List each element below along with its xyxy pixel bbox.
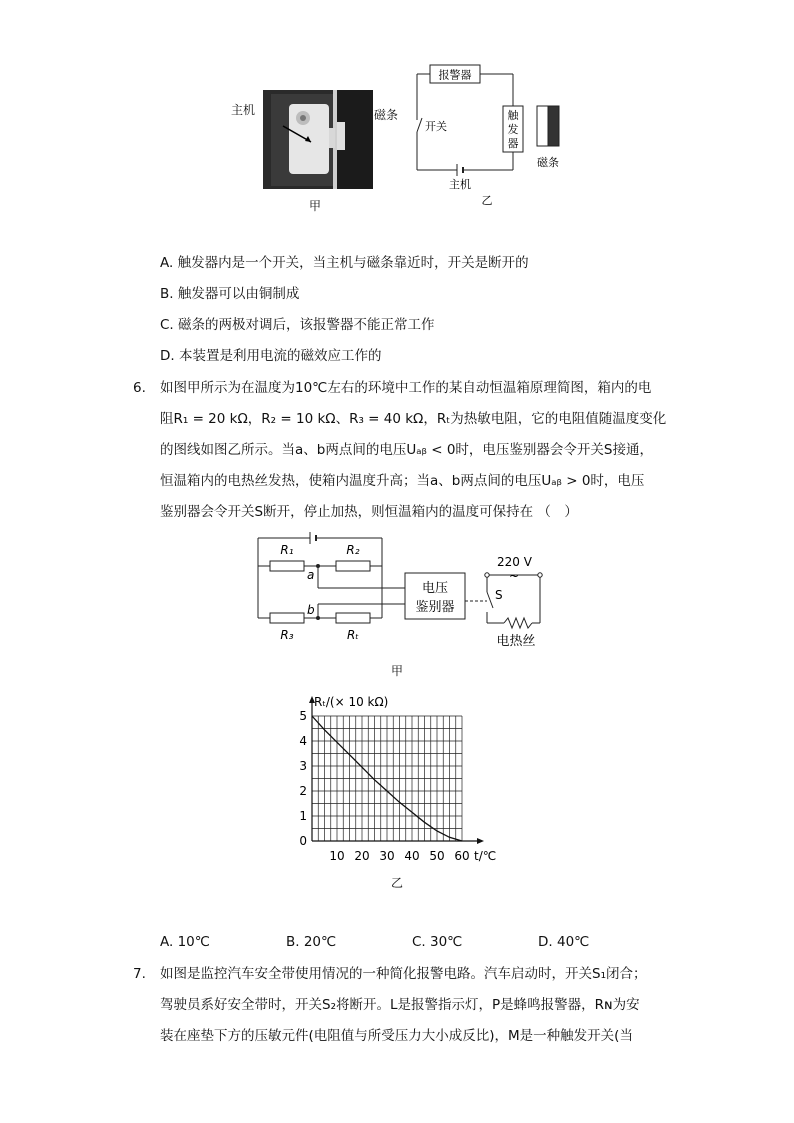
- y-tick-label: 0: [299, 834, 307, 848]
- x-tick-label: 50: [429, 849, 445, 863]
- caption-jia-fig5: 甲: [309, 199, 322, 213]
- node-a-label: a: [307, 568, 315, 582]
- q6-line-1: 如图甲所示为在温度为10℃左右的环境中工作的某自动恒温箱原理简图，箱内的电: [160, 380, 652, 396]
- y-tick-label: 5: [299, 709, 307, 723]
- alarm-label: 报警器: [438, 68, 472, 82]
- caption-yi-fig6: 乙: [391, 876, 404, 890]
- node-b-label: b: [307, 603, 315, 617]
- r3-label: R₃: [280, 628, 294, 642]
- q5-option-c: C. 磁条的两极对调后，该报警器不能正常工作: [160, 317, 435, 333]
- chart-grid: [312, 716, 462, 841]
- r1-label: R₁: [280, 543, 294, 557]
- thermostat-circuit-diagram: [250, 528, 550, 678]
- x-tick-label: 40: [404, 849, 420, 863]
- switch-label: 开关: [425, 120, 447, 133]
- photo-host-label: 主机: [231, 103, 256, 117]
- trigger-char-3: 器: [507, 137, 519, 150]
- detector-label-line2: 鉴别器: [415, 600, 455, 615]
- host-label: 主机: [449, 178, 471, 191]
- photo-strip-label: 磁条: [374, 108, 399, 122]
- y-tick-label: 2: [299, 784, 307, 798]
- x-tick-label: 60: [454, 849, 470, 863]
- strip-dark-half: [548, 106, 559, 146]
- y-tick-label: 1: [299, 809, 307, 823]
- q6-line-2: 阻R₁ = 20 kΩ，R₂ = 10 kΩ、R₃ = 40 kΩ，Rₜ为热敏电阻，它的电阻值随温度变化: [160, 411, 667, 427]
- q6-option-a: A. 10℃: [160, 934, 210, 950]
- strip-label: 磁条: [537, 156, 559, 169]
- q5-option-b: B. 触发器可以由铜制成: [160, 286, 300, 302]
- trigger-char-1: 触: [507, 109, 519, 122]
- ac-symbol: ~: [509, 569, 520, 583]
- q7-line-2: 驾驶员系好安全带时，开关S₂将断开。L是报警指示灯，P是蜂鸣报警器，Rɴ为安: [160, 997, 640, 1013]
- q7-line-1: 如图是监控汽车安全带使用情况的一种简化报警电路。汽车启动时，开关S₁闭合；: [160, 966, 647, 982]
- x-tick-label: 20: [354, 849, 370, 863]
- q6-number: 6.: [133, 380, 146, 396]
- q5-option-a: A. 触发器内是一个开关，当主机与磁条靠近时，开关是断开的: [160, 255, 529, 271]
- detector-label-line1: 电压: [421, 581, 449, 596]
- x-axis-arrow: [477, 838, 484, 844]
- q5-option-d: D. 本装置是利用电流的磁效应工作的: [160, 348, 382, 364]
- q6-line-5: 鉴别器会令开关S断开，停止加热，则恒温箱内的温度可保持在 （ ）: [160, 504, 578, 520]
- trigger-char-2: 发: [507, 123, 519, 136]
- q7-number: 7.: [133, 966, 146, 982]
- x-tick-label: 30: [379, 849, 395, 863]
- rt-temperature-graph: [290, 688, 505, 873]
- q6-line-3: 的图线如图乙所示。当a、b两点间的电压Uₐᵦ < 0时，电压鉴别器会令开关S接通，: [160, 442, 653, 458]
- chart-axes: [309, 696, 484, 844]
- q6-option-b: B. 20℃: [286, 934, 337, 950]
- q6-option-d: D. 40℃: [538, 934, 590, 950]
- y-tick-label: 4: [299, 734, 307, 748]
- alarm-circuit-diagram: [405, 60, 575, 205]
- chart-ticks: [299, 709, 469, 863]
- switch-s-label: S: [495, 588, 503, 602]
- q7-line-3: 装在座垫下方的压敏元件(电阻值与所受压力大小成反比)，M是一种触发开关(当: [160, 1028, 633, 1044]
- q6-line-4: 恒温箱内的电热丝发热，使箱内温度升高；当a、b两点间的电压Uₐᵦ > 0时，电压: [160, 473, 645, 489]
- voltage-label: 220 V: [497, 555, 532, 569]
- strip-white-half: [537, 106, 548, 146]
- photo-image: [263, 90, 373, 189]
- r2-label: R₂: [346, 543, 360, 557]
- photo-figure: [263, 90, 373, 189]
- caption-yi-fig5: 乙: [481, 194, 493, 205]
- heater-label: 电热丝: [496, 634, 536, 649]
- caption-jia-fig6: 甲: [391, 664, 404, 678]
- x-axis-label: t/℃: [474, 849, 497, 863]
- q6-option-c: C. 30℃: [412, 934, 463, 950]
- x-tick-label: 10: [329, 849, 345, 863]
- rt-label: Rₜ: [347, 628, 359, 642]
- y-axis-label: Rₜ/(× 10 kΩ): [314, 695, 389, 709]
- y-tick-label: 3: [299, 759, 307, 773]
